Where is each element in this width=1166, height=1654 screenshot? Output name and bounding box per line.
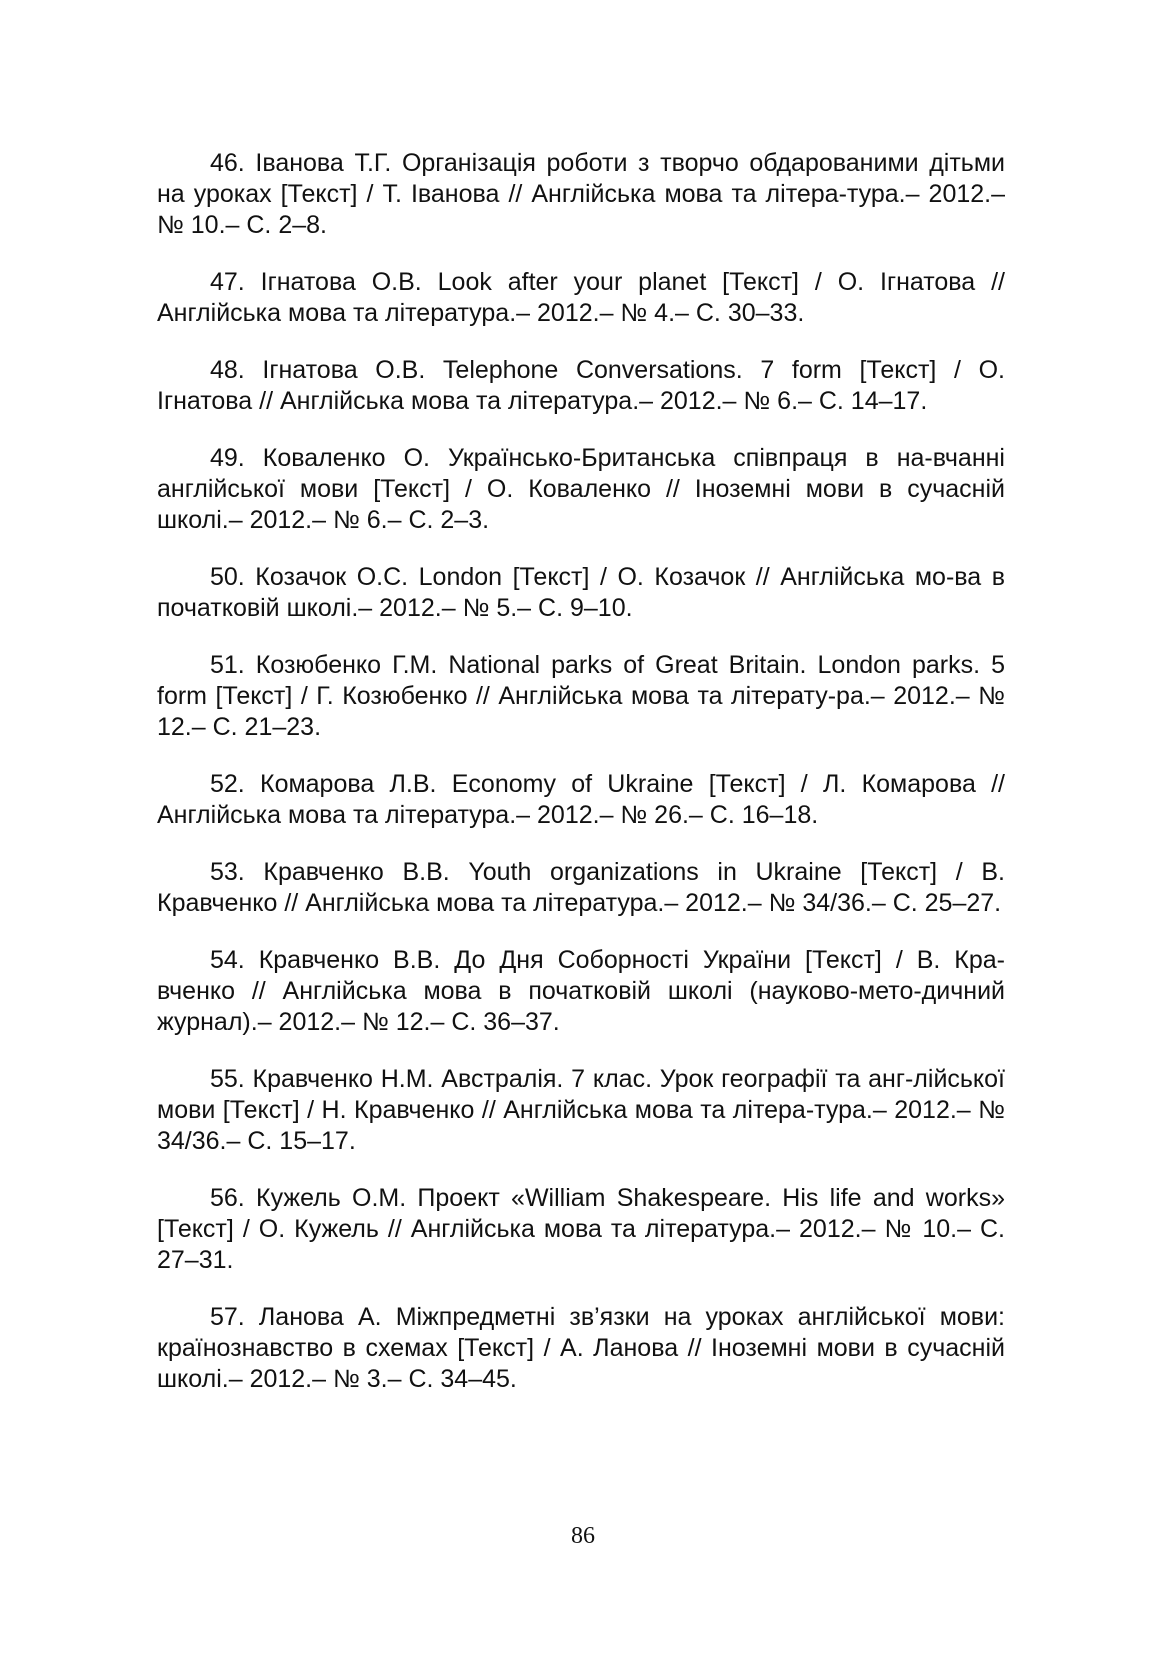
bibliography-entry-51: 51. Козюбенко Г.М. National parks of Great Britain. London parks. 5 form [Текст] / Г. Козюбенко // Англійська мова та літерату-ра.– 2012.– № 12.– С. 21–23. [157, 651, 1005, 741]
bibliography-entry-52: 52. Комарова Л.В. Economy of Ukraine [Текст] / Л. Комарова // Англійська мова та література.– 2012.– № 26.– С. 16–18. [157, 770, 1005, 829]
bibliography-entry-50: 50. Козачок О.С. London [Текст] / О. Козачок // Англійська мо-ва в початковій школі.– 2012.– № 5.– С. 9–10. [157, 563, 1005, 622]
bibliography-entry-54: 54. Кравченко В.В. До Дня Соборності України [Текст] / В. Кра-вченко // Англійська мова в початковій школі (науково-мето-дичний журнал).– 2012.– № 12.– С. 36–37. [157, 946, 1005, 1036]
bibliography-entry-57: 57. Ланова А. Міжпредметні зв’язки на уроках англійської мови: країнознавство в схемах [Текст] / А. Ланова // Іноземні мови в сучасній школі.– 2012.– № 3.– С. 34–45. [157, 1303, 1005, 1393]
bibliography-entry-53: 53. Кравченко В.В. Youth organizations in Ukraine [Текст] / В. Кравченко // Англійська мова та література.– 2012.– № 34/36.– С. 25–27. [157, 858, 1005, 917]
bibliography-entry-55: 55. Кравченко Н.М. Австралія. 7 клас. Урок географії та анг-лійської мови [Текст] / Н. Кравченко // Англійська мова та літера-тура.– 2012.– № 34/36.– С. 15–17. [157, 1065, 1005, 1155]
bibliography-entry-46: 46. Іванова Т.Г. Організація роботи з творчо обдарованими дітьми на уроках [Текст] / Т. Іванова // Англійська мова та літера-тура.– 2012.– № 10.– С. 2–8. [157, 149, 1005, 239]
bibliography-entry-48: 48. Ігнатова О.В. Telephone Conversations. 7 form [Текст] / О. Ігнатова // Англійська мова та література.– 2012.– № 6.– С. 14–17. [157, 356, 1005, 415]
page-number: 86 [571, 1523, 595, 1549]
bibliography-entry-56: 56. Кужель О.М. Проект «William Shakespeare. His life and works» [Текст] / О. Кужель // Англійська мова та література.– 2012.– № 10.– С. 27–31. [157, 1184, 1005, 1274]
bibliography-entry-47: 47. Ігнатова О.В. Look after your planet [Текст] / О. Ігнатова // Англійська мова та література.– 2012.– № 4.– С. 30–33. [157, 268, 1005, 327]
bibliography-entry-49: 49. Коваленко О. Українсько-Британська співпраця в на-вчанні англійської мови [Текст] / О. Коваленко // Іноземні мови в сучасній школі.– 2012.– № 6.– С. 2–3. [157, 444, 1005, 534]
bibliography-list [157, 148, 1005, 1421]
